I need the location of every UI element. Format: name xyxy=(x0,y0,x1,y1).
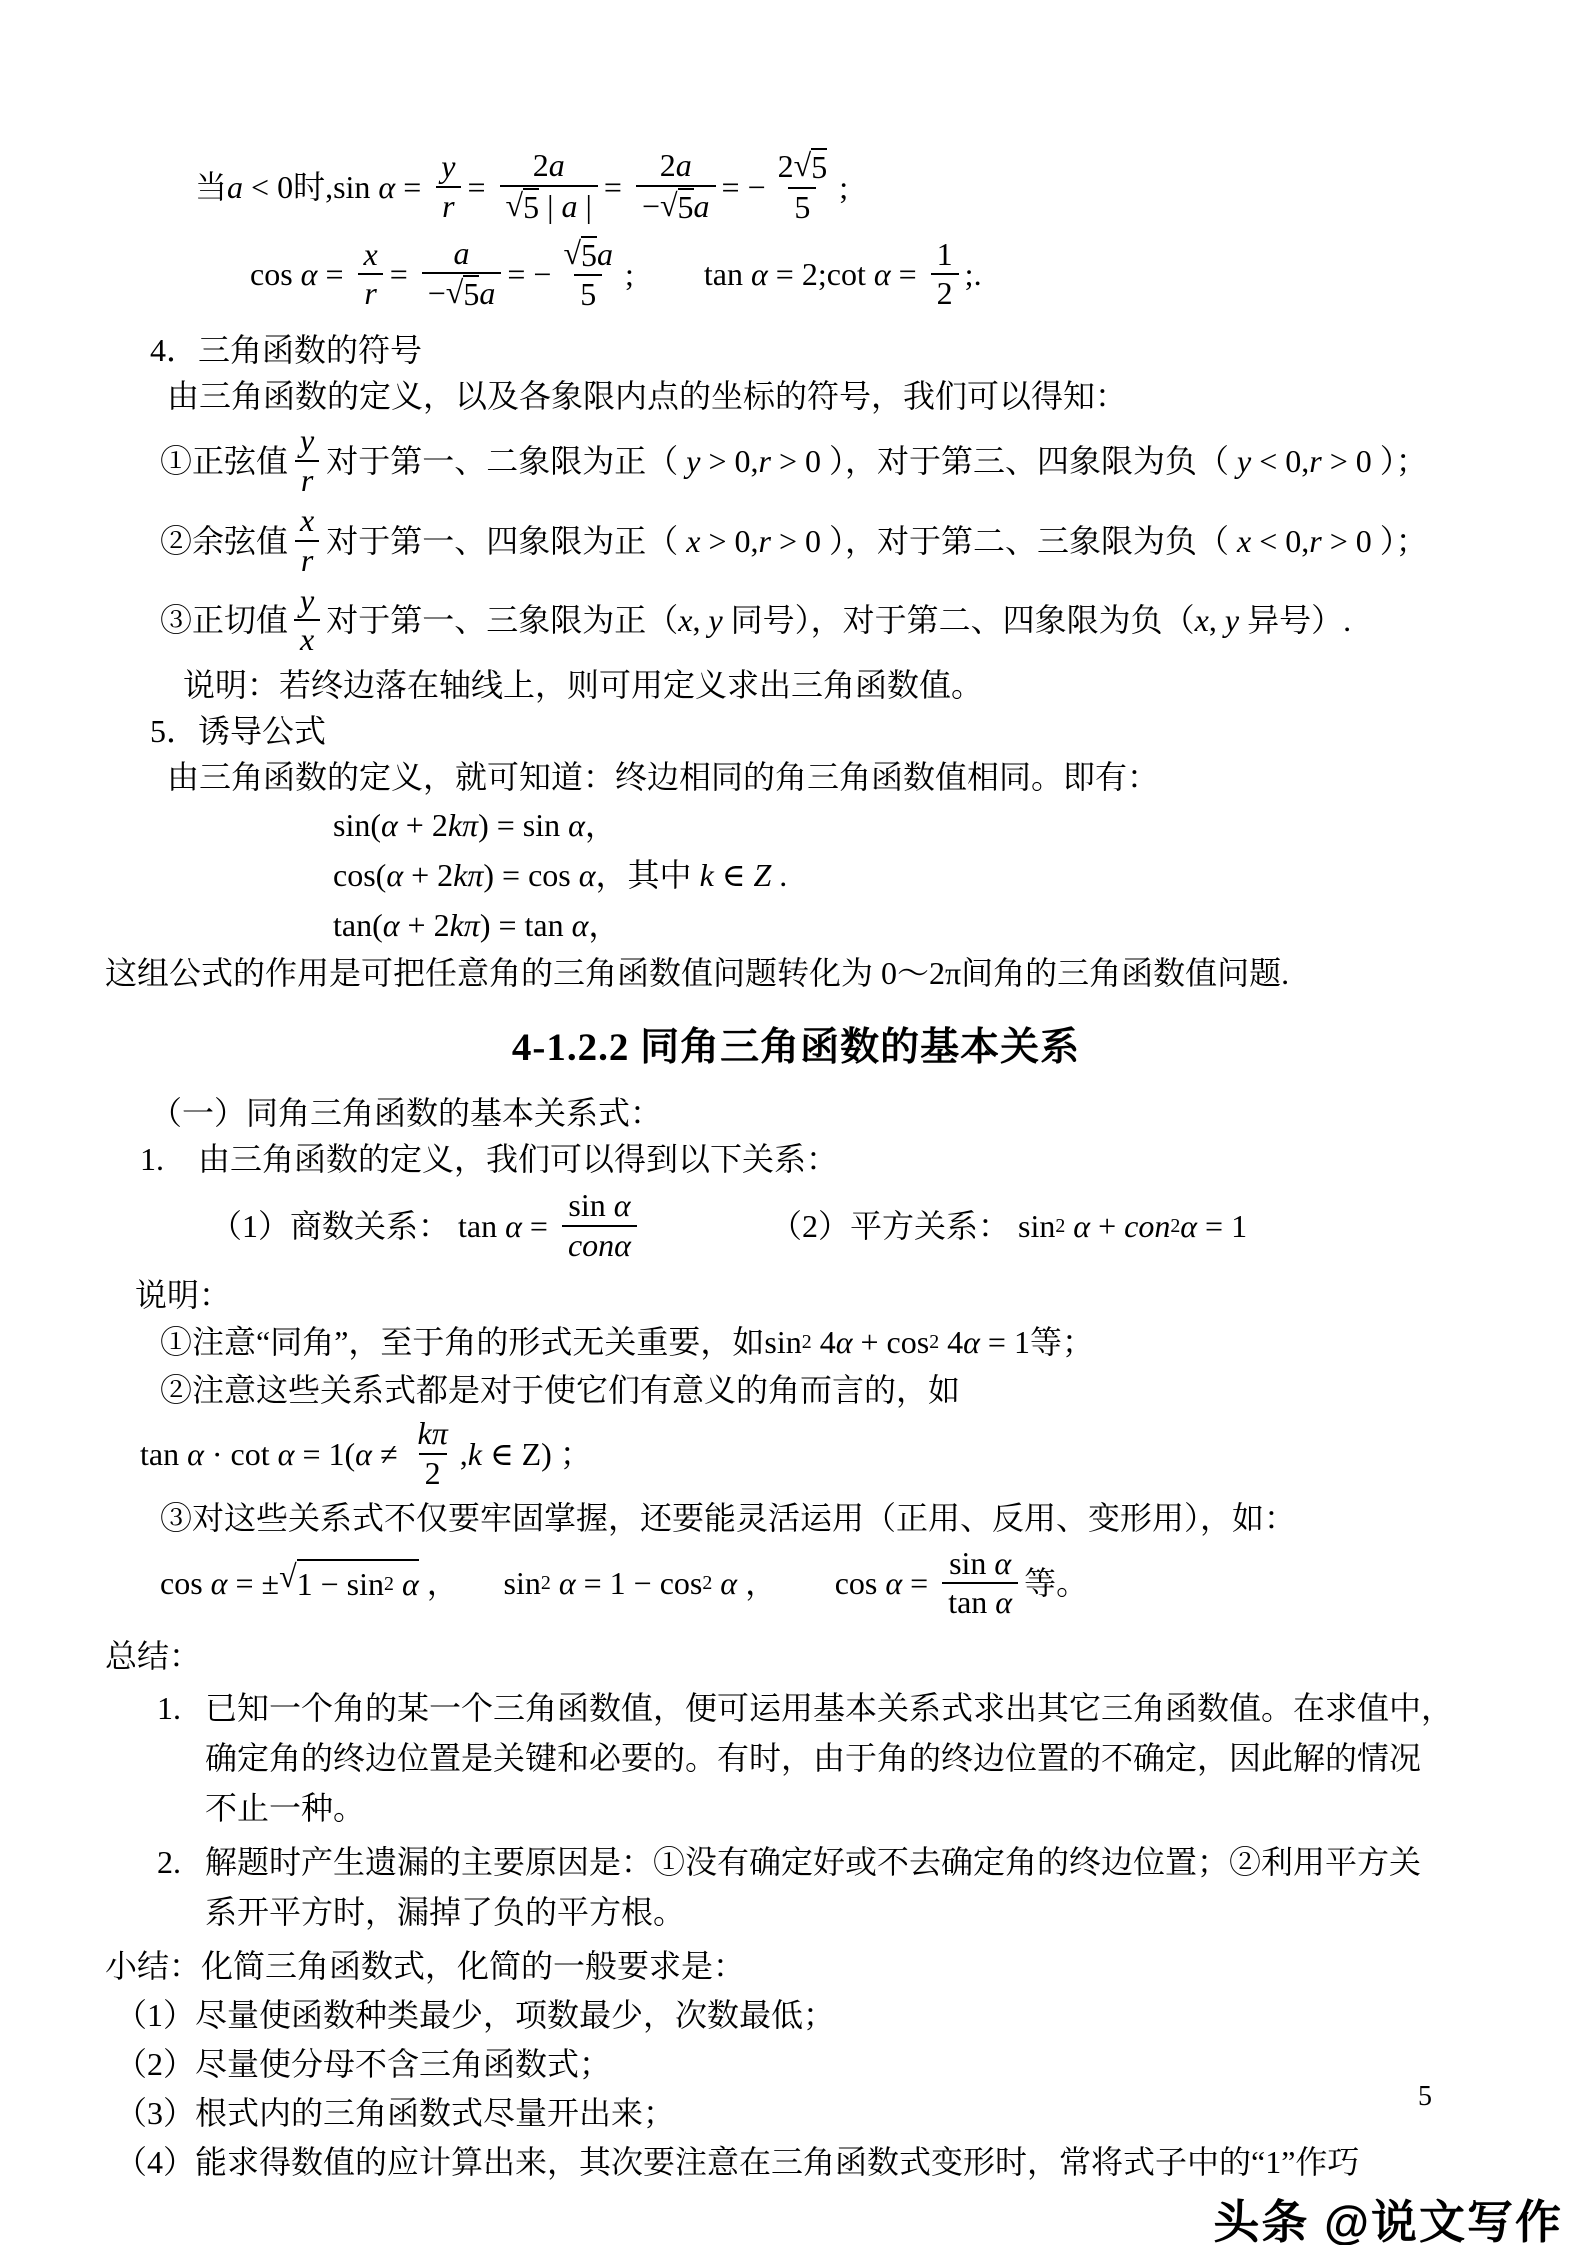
math-mt: · cot xyxy=(203,1435,278,1472)
text-line: 确定角的终边位置是关键和必要的。有时，由于角的终边位置的不确定，因此解的情况 xyxy=(205,1740,1422,1777)
math-den xyxy=(436,186,460,225)
math-mt: > 0 xyxy=(1321,522,1380,559)
math-mt: ），对于第三、四象限为负（ xyxy=(828,443,1237,480)
math-num xyxy=(527,148,571,185)
summary-label: 总结： xyxy=(105,1638,202,1675)
math-num xyxy=(448,236,476,273)
math-mt: 5 xyxy=(581,236,598,273)
math-mi: α xyxy=(381,807,398,844)
math-mi: α xyxy=(613,1187,631,1224)
math-sq-rad xyxy=(678,188,694,226)
math-mt: cos xyxy=(160,1565,211,1602)
math-mi: a xyxy=(675,147,692,183)
math-mi: α xyxy=(995,1584,1013,1621)
math-mi: y xyxy=(686,443,701,480)
math-mt: ），对于第二、三象限为负（ xyxy=(828,522,1237,559)
math-mi: α xyxy=(558,1565,576,1602)
math-mi: α xyxy=(873,256,891,293)
axis-note: 说明：若终边落在轴线上，则可用定义求出三角函数值。 xyxy=(183,667,984,704)
math-mt: > 0, xyxy=(700,443,759,480)
math-mt: cos xyxy=(834,1565,886,1602)
math-mt: sin( xyxy=(333,807,381,844)
math-mi: a xyxy=(227,168,244,205)
math-mi: α xyxy=(300,256,318,293)
math-den xyxy=(294,619,320,658)
math-mi: a xyxy=(453,234,470,271)
math-den xyxy=(500,185,598,226)
requirement-1: （1）尽量使函数种类最少，项数最少，次数最低； xyxy=(115,1997,836,2034)
summary-item-2 xyxy=(157,1837,1487,1937)
math-mt: sin xyxy=(503,1565,541,1602)
math-mi: r xyxy=(1309,443,1322,480)
math-mt: sin xyxy=(949,1544,995,1581)
math-sq-sign: √ xyxy=(793,147,812,183)
math-mi: α xyxy=(578,857,596,894)
math-sq-rad xyxy=(523,188,539,226)
math-sqrt xyxy=(446,275,480,313)
math-mt: 5 xyxy=(677,188,694,225)
math-den xyxy=(295,460,319,499)
list-number: 1. xyxy=(140,1141,164,1178)
math-mt: + 2 xyxy=(399,907,450,944)
math-mt: | xyxy=(539,187,562,224)
note-1-same-angle: ①注意“同角”，至于角的形式无关重要，如 sin 2 4 α + cos 2 4 α = 1 等； xyxy=(160,1318,1487,1366)
quadrant-sign-sine xyxy=(160,423,1487,499)
math-mt: 5 xyxy=(523,188,540,225)
math-frac xyxy=(435,149,461,225)
math-mi: Z xyxy=(753,857,772,894)
math-mi: α xyxy=(885,1565,903,1602)
math-mt: > 0 xyxy=(770,522,829,559)
math-mt: ，其中 xyxy=(595,857,700,894)
math-mi: α xyxy=(401,1566,419,1603)
math-mt xyxy=(394,1561,402,1607)
math-sq-sign: √ xyxy=(659,186,678,223)
math-mi: α xyxy=(1180,1208,1198,1245)
math-mt: − xyxy=(641,187,660,224)
math-num xyxy=(562,1188,636,1225)
math-mt: ③正切值 xyxy=(160,602,289,639)
math-mt: ∈ Z) ； xyxy=(481,1435,592,1472)
math-mt: sin xyxy=(1018,1208,1056,1245)
chapter-heading: 4-1.2.2 同角三角函数的基本关系 xyxy=(511,1026,1081,1070)
math-mt: 对于第一、二象限为正（ xyxy=(326,443,687,480)
math-sq-sign: √ xyxy=(445,274,464,311)
math-mt: ∈ xyxy=(713,857,754,894)
math-mi: r xyxy=(442,187,455,224)
math-mt: = 1( xyxy=(294,1435,356,1472)
math-mi: r xyxy=(1309,522,1322,559)
math-mt: < 0, xyxy=(1251,522,1310,559)
math-den xyxy=(788,187,816,226)
math-mi: α xyxy=(505,1208,522,1245)
math-mt: ; xyxy=(839,168,849,205)
math-mi: α xyxy=(835,1323,853,1360)
math-mt: （1）商数关系： xyxy=(210,1208,459,1245)
math-num xyxy=(294,503,320,540)
summary-item-2-text xyxy=(205,1837,1421,1937)
induction-formula-tan xyxy=(333,900,1487,950)
relations-intro-item xyxy=(140,1136,1487,1182)
math-mt: = 2; xyxy=(767,256,827,293)
math-frac xyxy=(557,236,619,314)
math-mi: α xyxy=(963,1323,980,1360)
math-mt: 2 xyxy=(532,147,549,183)
math-mt: = 1 xyxy=(1197,1208,1248,1245)
formula-cos-tan-row xyxy=(250,236,1487,314)
watermark: 头条 @说文写作 xyxy=(1213,2196,1563,2245)
math-mi: α xyxy=(277,1435,295,1472)
section-4-title: 4．三角函数的符号 xyxy=(150,332,423,369)
math-mt: 时 xyxy=(293,168,326,205)
math-mi: α xyxy=(355,1435,372,1472)
math-mt xyxy=(551,1560,559,1606)
relations-intro-text: 由三角函数的定义，我们可以得到以下关系： xyxy=(198,1141,839,1178)
text-line: 解题时产生遗漏的主要原因是：①没有确定好或不去确定角的终边位置；②利用平方关 xyxy=(205,1844,1422,1881)
math-frac xyxy=(931,237,959,313)
math-mi: kπ xyxy=(417,1414,448,1451)
quadrant-sign-tangent xyxy=(160,583,1487,659)
math-mt: tan xyxy=(458,1208,506,1245)
math-mt: > 0 xyxy=(1321,443,1380,480)
math-num xyxy=(358,237,384,274)
math-num xyxy=(435,149,461,186)
math-mt: ) = tan xyxy=(479,907,572,944)
math-sqrt xyxy=(794,148,828,186)
math-mt: sin xyxy=(764,1323,802,1360)
math-mt: 2 xyxy=(777,148,794,184)
math-sq-rad: 1 − sin 2 α xyxy=(297,1559,419,1607)
math-mi: y xyxy=(441,148,456,184)
math-mt: 5 xyxy=(463,276,480,313)
math-mi: α xyxy=(210,1565,228,1602)
math-frac xyxy=(636,148,716,226)
basic-relations-row xyxy=(210,1188,1487,1264)
requirement-4: （4）能求得数值的应计算出来，其次要注意在三角函数式变形时，常将式子中的“1”作巧 xyxy=(115,2144,1360,2181)
math-mt: = ± xyxy=(227,1565,280,1602)
math-mt: ， xyxy=(737,1565,778,1602)
math-mt: ) = sin xyxy=(478,807,569,844)
math-mt: > 0, xyxy=(700,522,759,559)
math-mt: = xyxy=(395,168,430,205)
math-mt: ）； xyxy=(1379,522,1428,559)
math-frac xyxy=(500,148,598,226)
math-mi: y xyxy=(1237,443,1252,480)
quadrant-sign-cosine xyxy=(160,503,1487,579)
math-mt: ②余弦值 xyxy=(160,522,289,559)
math-den xyxy=(636,185,716,226)
math-mt: ）； xyxy=(1379,443,1428,480)
math-mt: 1 − sin xyxy=(296,1566,385,1603)
summary-item-1-text xyxy=(205,1683,1453,1833)
math-mt: tan( xyxy=(333,907,383,944)
math-mt: + 2 xyxy=(397,807,448,844)
math-den xyxy=(358,273,382,312)
math-num xyxy=(943,1546,1017,1583)
math-mt: ; xyxy=(625,256,634,293)
math-mt: sin xyxy=(568,1187,614,1224)
text-line: 不止一种。 xyxy=(205,1790,366,1827)
math-frac xyxy=(942,1546,1018,1622)
list-number: 2. xyxy=(157,1844,181,1881)
math-frac xyxy=(772,148,834,226)
induction-formula-sin xyxy=(333,800,1487,850)
math-den xyxy=(931,273,959,312)
math-mt: ）. xyxy=(1311,602,1352,639)
summary-item-1 xyxy=(157,1683,1487,1833)
math-mt: = xyxy=(603,168,630,205)
math-mi: α xyxy=(382,907,400,944)
math-sq-sign: √ xyxy=(505,186,524,223)
math-sq-rad xyxy=(581,236,597,274)
math-mi: x xyxy=(1194,602,1209,639)
math-den xyxy=(942,1582,1018,1621)
math-mt: = xyxy=(467,168,494,205)
text-line: 系开平方时，漏掉了负的平方根。 xyxy=(205,1894,686,1931)
math-mt: < 0, xyxy=(1251,443,1310,480)
math-sqrt xyxy=(279,1559,419,1607)
math-mt: = xyxy=(521,1208,556,1245)
math-mi: α xyxy=(720,1565,738,1602)
math-mt: 等。 xyxy=(1024,1565,1089,1602)
math-frac xyxy=(358,237,384,313)
math-mt: | xyxy=(577,187,592,224)
induction-formula-cos xyxy=(333,850,1487,900)
math-mt: ) = cos xyxy=(483,857,579,894)
math-mt xyxy=(1065,1203,1073,1249)
math-mi: α xyxy=(571,907,589,944)
math-mt: + xyxy=(1090,1208,1125,1245)
math-frac xyxy=(422,236,502,314)
brief-summary-label: 小结：化简三角函数式，化简的一般要求是： xyxy=(105,1948,746,1985)
math-mt: 5 xyxy=(794,188,811,225)
math-mt: ， xyxy=(418,1565,459,1602)
math-sq-sign: √ xyxy=(563,234,582,271)
math-num xyxy=(294,583,320,620)
math-mt: ,sin xyxy=(325,168,379,205)
math-mi: k xyxy=(699,857,714,894)
section-5-intro: 由三角函数的定义，就可知道：终边相同的角三角函数值相同。即有： xyxy=(167,759,1160,796)
math-mt: = − xyxy=(507,256,552,293)
math-mt: cot xyxy=(826,256,874,293)
math-mi: α xyxy=(386,857,404,894)
math-mt: 4 xyxy=(939,1323,964,1360)
math-den xyxy=(562,1225,637,1264)
math-num xyxy=(654,148,698,185)
tan-cot-identity xyxy=(140,1416,1487,1492)
math-mi: x xyxy=(1237,522,1252,559)
page-number: 5 xyxy=(1418,2081,1432,2112)
math-mt: 5 xyxy=(580,276,597,313)
math-den xyxy=(422,272,502,313)
math-mi: r xyxy=(758,443,771,480)
math-mi: a xyxy=(561,187,578,224)
math-mt: 2 xyxy=(659,147,676,183)
math-mi: a xyxy=(693,187,710,224)
math-num xyxy=(931,237,959,274)
math-mi: x xyxy=(678,602,693,639)
math-mi: conα xyxy=(567,1227,631,1264)
math-frac xyxy=(562,1188,637,1264)
math-mt: （2）平方关系： xyxy=(770,1208,1019,1245)
math-mi: y xyxy=(300,422,315,459)
math-mi: α xyxy=(751,256,768,293)
math-mi: r xyxy=(300,541,314,578)
math-mi: kπ xyxy=(449,907,480,944)
math-den xyxy=(574,274,602,313)
math-mt: = xyxy=(902,1565,937,1602)
math-mt: , xyxy=(1208,602,1225,639)
section-5-footer: 这组公式的作用是可把任意角的三角函数值问题转化为 0～2π间角的三角函数值问题. xyxy=(105,955,1290,992)
derived-identities-row: cos α = ± √ 1 − sin 2 α ， sin 2 α = 1 − cos 2 α ， cos α = sin α tan α 等。 xyxy=(160,1544,1089,1621)
formula-tan-cot xyxy=(704,237,982,313)
math-frac xyxy=(294,423,320,499)
math-mt: 5 xyxy=(811,149,828,185)
math-sqrt xyxy=(506,188,540,226)
math-mt: ， xyxy=(588,907,621,944)
math-mt: ;. xyxy=(964,256,982,293)
explanation-label: 说明： xyxy=(135,1276,232,1313)
math-mt: < 0 xyxy=(243,168,294,205)
math-mi: k xyxy=(467,1435,482,1472)
math-mt: + 2 xyxy=(403,857,454,894)
math-mt: , xyxy=(692,602,709,639)
math-mt: 对于第一、四象限为正（ xyxy=(326,522,687,559)
math-sq-rad xyxy=(811,148,827,186)
math-den xyxy=(295,540,319,579)
math-mi: x xyxy=(686,522,701,559)
math-mi: r xyxy=(758,522,771,559)
math-mi: a xyxy=(597,235,614,272)
math-mt: 1 xyxy=(936,235,953,272)
math-mi: r xyxy=(300,462,314,499)
requirement-2: （2）尽量使分母不含三角函数式； xyxy=(115,2046,612,2083)
text-line: 已知一个角的某一个三角函数值，便可运用基本关系式求出其它三角函数值。在求值中， xyxy=(205,1690,1454,1727)
math-mi: α xyxy=(568,807,585,844)
math-mi: x xyxy=(300,621,315,658)
math-mt: 同号 xyxy=(722,602,795,639)
square-relation-formula: （2）平方关系： sin 2 α + con 2 α = 1 xyxy=(770,1203,1247,1249)
math-mt: = xyxy=(317,256,352,293)
math-mt: = 1 − cos xyxy=(575,1565,703,1602)
section-5-title: 5．诱导公式 xyxy=(150,713,327,750)
math-num xyxy=(557,236,619,275)
math-sqrt xyxy=(563,236,597,274)
math-mt: 异号 xyxy=(1239,602,1312,639)
math-mt: ≠ xyxy=(371,1435,406,1472)
note-3-flexible-use: ③对这些关系式不仅要牢固掌握，还要能灵活运用（正用、反用、变形用），如： xyxy=(160,1499,1297,1536)
math-den xyxy=(419,1453,447,1492)
math-mt: − xyxy=(427,275,446,312)
math-sqrt xyxy=(660,188,694,226)
math-mi: α xyxy=(994,1544,1012,1581)
math-mt: = xyxy=(389,256,416,293)
math-mt: ①正弦值 xyxy=(160,443,289,480)
math-num xyxy=(772,148,834,187)
math-mt: 2 xyxy=(936,275,953,312)
math-mt: ， xyxy=(584,807,617,844)
math-frac xyxy=(294,503,320,579)
math-mt: 等； xyxy=(1029,1323,1094,1360)
math-mt: , xyxy=(459,1435,468,1472)
math-mi: y xyxy=(708,602,723,639)
math-mi: kπ xyxy=(447,807,479,844)
math-mt: 当 xyxy=(195,168,228,205)
math-mt: ），对于第二、四象限为负（ xyxy=(794,602,1195,639)
math-sq-rad xyxy=(463,275,479,313)
math-mt: 对于第一、三象限为正（ xyxy=(326,602,679,639)
quotient-relation-formula xyxy=(210,1188,770,1264)
requirement-3: （3）根式内的三角函数式尽量开出来； xyxy=(115,2095,676,2132)
math-mi: y xyxy=(1224,602,1240,639)
math-mi: y xyxy=(300,581,315,618)
math-mi: a xyxy=(548,147,565,183)
math-mt: + cos xyxy=(852,1323,930,1360)
math-num xyxy=(412,1416,454,1453)
math-mt: cos( xyxy=(333,857,387,894)
math-mt: tan xyxy=(140,1435,188,1472)
math-mt: ①注意“同角”，至于角的形式无关重要，如 xyxy=(160,1323,765,1360)
formula-sin-evaluation xyxy=(195,148,1487,226)
math-mt: = − xyxy=(721,168,766,205)
math-mt: . xyxy=(771,857,788,894)
subsection-1-title: （一）同角三角函数的基本关系式： xyxy=(150,1095,663,1132)
math-mi: x xyxy=(300,501,315,538)
math-mi: r xyxy=(364,275,377,312)
math-frac xyxy=(294,583,320,659)
math-mt: = xyxy=(890,256,925,293)
math-mi: x xyxy=(363,235,378,272)
formula-cos-evaluation xyxy=(250,236,634,314)
math-mi: a xyxy=(479,275,496,312)
math-mt: > 0 xyxy=(770,443,829,480)
math-mt: 4 xyxy=(811,1323,836,1360)
math-mt: tan xyxy=(948,1584,996,1621)
math-mi: α xyxy=(1073,1208,1091,1245)
list-number: 1. xyxy=(157,1690,181,1727)
math-num xyxy=(294,423,320,460)
section-4-intro: 由三角函数的定义，以及各象限内点的坐标的符号，我们可以得知： xyxy=(167,378,1128,415)
math-mt: 2 xyxy=(424,1454,441,1491)
math-mi: kπ xyxy=(453,857,484,894)
math-mi: α xyxy=(187,1435,204,1472)
math-sq-sign: √ xyxy=(279,1558,297,1595)
math-frac xyxy=(412,1416,454,1492)
math-mt: cos xyxy=(250,256,301,293)
math-mt xyxy=(712,1560,720,1606)
math-mi: con xyxy=(1124,1208,1171,1245)
math-mt: tan xyxy=(703,256,751,293)
note-2-meaningful-angle: ②注意这些关系式都是对于使它们有意义的角而言的，如 xyxy=(160,1371,961,1408)
math-mt: = 1 xyxy=(979,1323,1030,1360)
math-mi: α xyxy=(378,168,396,205)
